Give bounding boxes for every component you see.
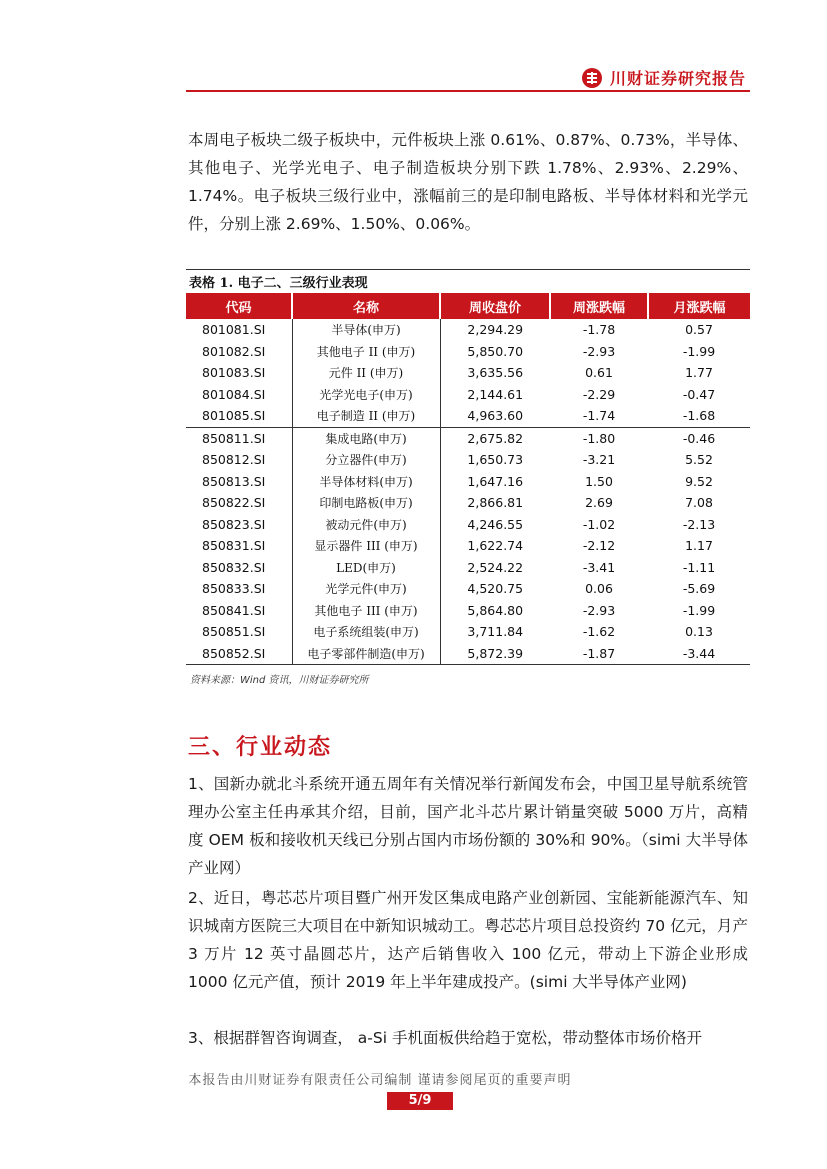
table-top-rule	[186, 269, 750, 270]
cell-name: 显示器件 III (申万)	[292, 535, 440, 557]
news-item-1: 1、国新办就北斗系统开通五周年有关情况举行新闻发布会，中国卫星导航系统管理办公室主任冉承其介绍，目前，国产北斗芯片累计销量突破 5000 万片，高精度 OEM 板和接收机天线已分别占国内市场份额的 30%和 90%。（simi 大半导体产业网）	[188, 775, 748, 877]
cell-month-change: 1.77	[685, 365, 713, 381]
cell-month-change: -5.69	[682, 581, 716, 597]
cell-code: 850812.SI	[202, 452, 266, 468]
cell-week-change: 1.50	[585, 473, 613, 489]
cell-code: 801082.SI	[202, 343, 266, 359]
cell-code: 850852.SI	[186, 643, 292, 665]
cell-close: 2,144.61	[440, 384, 550, 406]
cell-month-change: -3.44	[648, 643, 750, 665]
cell-code: 850823.SI	[202, 516, 266, 532]
brand-name: 川财证券研究报告	[610, 69, 747, 88]
cell-week-change: -2.29	[582, 386, 616, 402]
header-code: 代码	[186, 293, 292, 319]
cell-close: 4,246.55	[440, 514, 550, 536]
cell-code: 850833.SI	[202, 581, 266, 597]
header-week-change: 周涨跌幅	[550, 293, 648, 319]
cell-code: 801081.SI	[202, 322, 266, 338]
cell-month-change: -0.47	[682, 386, 716, 402]
table-row	[186, 341, 750, 363]
cell-month-change: -1.99	[682, 602, 716, 618]
cell-close: 3,711.84	[440, 621, 550, 643]
table-row	[186, 514, 750, 536]
footer-statement: 本报告由川财证券有限责任公司编制 谨请参阅尾页的重要声明	[188, 1073, 572, 1088]
cell-week-change: -1.87	[550, 643, 648, 665]
cell-close: 5,850.70	[440, 341, 550, 363]
cell-name: 电子制造 II (申万)	[292, 405, 440, 427]
table-row	[186, 600, 750, 622]
cell-week-change: -1.78	[582, 322, 616, 338]
cell-close: 1,647.16	[440, 471, 550, 493]
table-row	[186, 492, 750, 514]
cell-name: 被动元件(申万)	[292, 514, 440, 536]
cell-name: 元件 II (申万)	[292, 362, 440, 384]
cell-week-change: 0.61	[585, 365, 613, 381]
cell-close: 2,866.81	[440, 492, 550, 514]
table-title: 表格 1. 电子二、三级行业表现	[189, 276, 368, 291]
cell-code: 850831.SI	[202, 538, 266, 554]
cell-name: 印制电路板(申万)	[292, 492, 440, 514]
cell-month-change: 1.17	[685, 538, 713, 554]
cell-week-change: -1.80	[550, 427, 648, 449]
table-row	[186, 427, 750, 449]
cell-month-change: -2.13	[682, 516, 716, 532]
cell-close: 1,650.73	[440, 449, 550, 471]
cell-name: 半导体材料(申万)	[292, 471, 440, 493]
cell-name: 半导体(申万)	[292, 319, 440, 341]
cell-name: 集成电路(申万)	[292, 427, 440, 449]
cell-week-change: -2.12	[582, 538, 616, 554]
cell-week-change: -1.74	[582, 408, 616, 424]
table-row	[186, 384, 750, 406]
cell-week-change: 2.69	[585, 495, 613, 511]
cell-week-change: -1.02	[582, 516, 616, 532]
cell-close: 5,864.80	[440, 600, 550, 622]
cell-close: 4,963.60	[440, 405, 550, 427]
cell-close: 1,622.74	[440, 535, 550, 557]
cell-month-change: 0.13	[685, 624, 713, 640]
cell-close: 3,635.56	[440, 362, 550, 384]
cell-code: 850851.SI	[202, 624, 266, 640]
table-row	[186, 362, 750, 384]
cell-code: 801084.SI	[202, 386, 266, 402]
page-number: 5/9	[387, 1092, 453, 1110]
cell-month-change: 9.52	[685, 473, 713, 489]
cell-week-change: -2.93	[582, 602, 616, 618]
table-row	[186, 535, 750, 557]
cell-close: 2,524.22	[440, 557, 550, 579]
cell-month-change: 7.08	[685, 495, 713, 511]
header-divider	[186, 90, 750, 92]
cell-close: 2,675.82	[440, 427, 550, 449]
cell-name: 光学光电子(申万)	[292, 384, 440, 406]
header-name: 名称	[292, 293, 440, 319]
table-row	[186, 621, 750, 643]
cell-code: 850822.SI	[202, 495, 266, 511]
brand-logo-icon	[582, 68, 602, 88]
cell-month-change: -1.11	[682, 559, 716, 575]
cell-name: 电子系统组装(申万)	[292, 621, 440, 643]
header-close: 周收盘价	[440, 293, 550, 319]
cell-code: 850811.SI	[186, 427, 292, 449]
cell-close: 5,872.39	[440, 643, 550, 665]
header-brand	[582, 66, 746, 89]
cell-week-change: -1.62	[582, 624, 616, 640]
cell-name: 电子零部件制造(申万)	[292, 643, 440, 665]
table-row	[186, 405, 750, 427]
cell-week-change: -3.21	[582, 452, 616, 468]
intro-paragraph: 本周电子板块二级子板块中，元件板块上涨 0.61%、0.87%、0.73%，半导体、其他电子、光学光电子、电子制造板块分别下跌 1.78%、2.93%、2.29%、1.74%。电子板块三级行业中，涨幅前三的是印制电路板、半导体材料和光学元件，分别上涨 2.69%、1.50%、0.06%。	[188, 131, 748, 233]
cell-name: 其他电子 III (申万)	[292, 600, 440, 622]
cell-close: 4,520.75	[440, 578, 550, 600]
industry-performance-table	[186, 293, 750, 665]
cell-month-change: -0.46	[648, 427, 750, 449]
cell-month-change: 0.57	[685, 322, 713, 338]
cell-close: 2,294.29	[440, 319, 550, 341]
table-row	[186, 578, 750, 600]
table-row	[186, 557, 750, 579]
table-row	[186, 319, 750, 341]
cell-month-change: -1.68	[682, 408, 716, 424]
news-item-3: 3、根据群智咨询调查， a-Si 手机面板供给趋于宽松，带动整体市场价格开	[188, 1029, 702, 1047]
cell-code: 850813.SI	[202, 473, 266, 489]
cell-code: 801083.SI	[202, 365, 266, 381]
cell-code: 801085.SI	[202, 408, 266, 424]
table-row	[186, 471, 750, 493]
cell-code: 850832.SI	[202, 559, 266, 575]
cell-week-change: -3.41	[582, 559, 616, 575]
table-source-note: 资料来源：Wind 资讯，川财证券研究所	[190, 675, 369, 686]
cell-week-change: 0.06	[585, 581, 613, 597]
news-item-2: 2、近日，粤芯芯片项目暨广州开发区集成电路产业创新园、宝能新能源汽车、知识城南方医院三大项目在中新知识城动工。粤芯芯片项目总投资约 70 亿元，月产 3 万片 12 英寸晶圆芯片，达产后销售收入 100 亿元，带动上下游企业形成 1000 亿元产值，预计 2019 年上半年建成投产。(simi 大半导体产业网)	[188, 889, 748, 991]
cell-month-change: 5.52	[685, 452, 713, 468]
table-row	[186, 449, 750, 471]
table-header-row	[186, 293, 750, 319]
section-title: 三、行业动态	[188, 734, 333, 760]
cell-name: 其他电子 II (申万)	[292, 341, 440, 363]
table-row	[186, 643, 750, 665]
cell-name: LED(申万)	[292, 557, 440, 579]
header-month-change: 月涨跌幅	[648, 293, 750, 319]
cell-code: 850841.SI	[202, 602, 266, 618]
cell-month-change: -1.99	[682, 343, 716, 359]
cell-name: 分立器件(申万)	[292, 449, 440, 471]
cell-week-change: -2.93	[582, 343, 616, 359]
cell-name: 光学元件(申万)	[292, 578, 440, 600]
